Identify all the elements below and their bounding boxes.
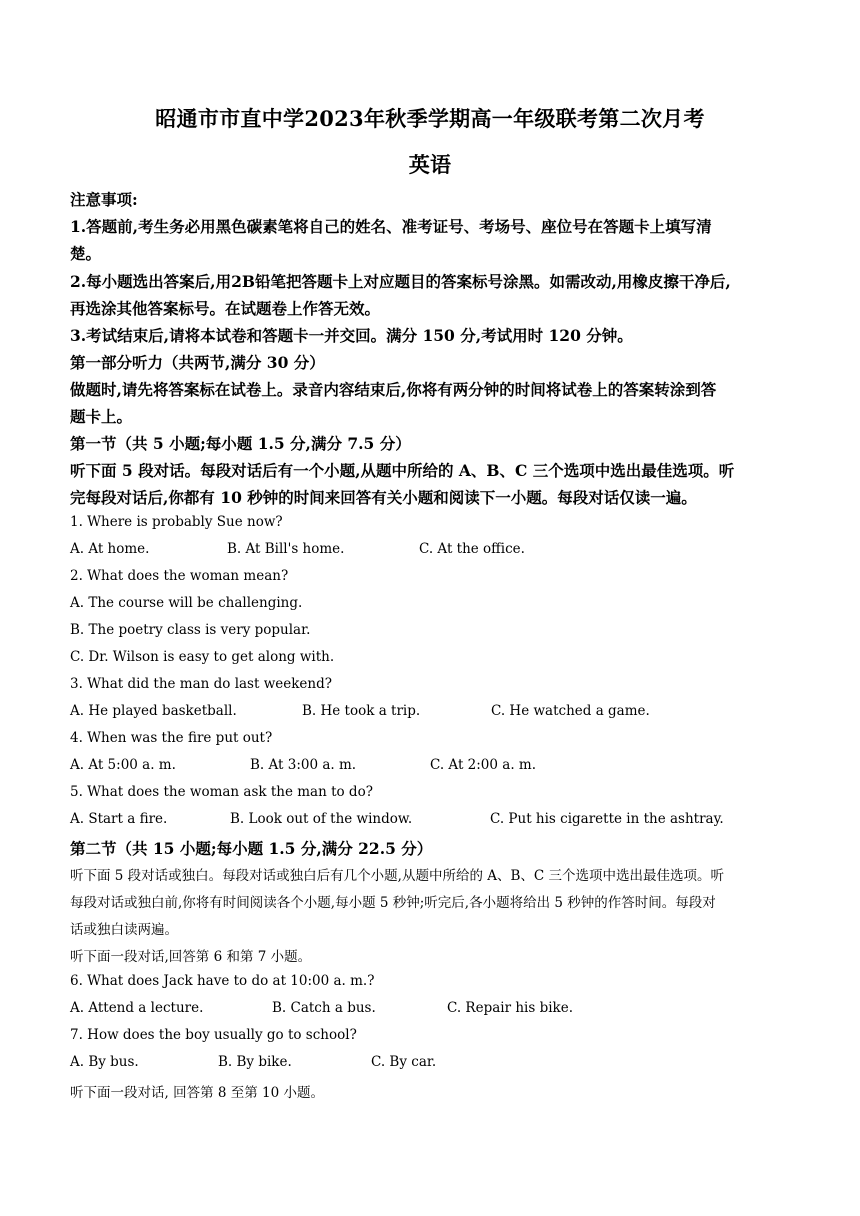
notice-item-1-cont: 楚。 [70, 244, 102, 263]
notice-item-2-cont: 再选涂其他答案标号。在试题卷上作答无效。 [70, 299, 381, 318]
section2-instructions-cont2: 话或独白读两遍。 [70, 922, 178, 938]
question-7: 7. How does the boy usually go to school? [70, 1027, 357, 1043]
q1-option-b: B. At Bill's home. [227, 541, 345, 557]
q2-option-b: B. The poetry class is very popular. [70, 622, 311, 638]
notice-item-2: 2.每小题选出答案后,用2B铅笔把答题卡上对应题目的答案标号涂黑。如需改动,用橡皮擦干净后, [70, 272, 731, 291]
q5-option-c: C. Put his cigarette in the ashtray. [490, 811, 724, 827]
q6-option-c: C. Repair his bike. [447, 1000, 573, 1016]
q6-option-a: A. Attend a lecture. [70, 1000, 204, 1016]
q2-option-a: A. The course will be challenging. [70, 595, 303, 611]
q4-option-b: B. At 3:00 a. m. [250, 757, 357, 773]
exam-title: 昭通市市直中学2023年秋季学期高一年级联考第二次月考 [155, 106, 705, 131]
part1-heading: 第一部分听力（共两节,满分 30 分） [70, 353, 325, 372]
question-5: 5. What does the woman ask the man to do? [70, 784, 373, 800]
q5-option-b: B. Look out of the window. [230, 811, 413, 827]
section2-instructions: 听下面 5 段对话或独白。每段对话或独白后有几个小题,从题中所给的 A、B、C 三个选项中选出最佳选项。听 [70, 868, 725, 884]
section1-heading: 第一节（共 5 小题;每小题 1.5 分,满分 7.5 分） [70, 434, 411, 453]
q3-option-c: C. He watched a game. [491, 703, 650, 719]
q7-option-b: B. By bike. [218, 1054, 292, 1070]
q4-option-c: C. At 2:00 a. m. [430, 757, 536, 773]
section2-instructions-cont: 每段对话或独白前,你将有时间阅读各个小题,每小题 5 秒钟;听完后,各小题将给出 5 秒钟的作答时间。每段对 [70, 895, 716, 911]
dialog-2-instruction: 听下面一段对话, 回答第 8 至第 10 小题。 [70, 1085, 325, 1101]
question-1: 1. Where is probably Sue now? [70, 514, 283, 530]
exam-subject: 英语 [408, 152, 452, 177]
q2-option-c: C. Dr. Wilson is easy to get along with. [70, 649, 335, 665]
q1-option-a: A. At home. [70, 541, 150, 557]
question-4: 4. When was the fire put out? [70, 730, 273, 746]
q3-option-b: B. He took a trip. [302, 703, 421, 719]
q4-option-a: A. At 5:00 a. m. [70, 757, 176, 773]
q5-option-a: A. Start a fire. [70, 811, 168, 827]
notice-item-3: 3.考试结束后,请将本试卷和答题卡一并交回。满分 150 分,考试用时 120 分钟。 [70, 326, 633, 345]
q7-option-a: A. By bus. [70, 1054, 139, 1070]
section1-instructions-cont: 完每段对话后,你都有 10 秒钟的时间来回答有关小题和阅读下一小题。每段对话仅读一遍。 [70, 488, 697, 507]
q3-option-a: A. He played basketball. [70, 703, 237, 719]
q6-option-b: B. Catch a bus. [272, 1000, 376, 1016]
question-3: 3. What did the man do last weekend? [70, 676, 332, 692]
q7-option-c: C. By car. [371, 1054, 437, 1070]
part1-instructions-cont: 题卡上。 [70, 407, 133, 426]
dialog-1-instruction: 听下面一段对话,回答第 6 和第 7 小题。 [70, 949, 312, 965]
question-6: 6. What does Jack have to do at 10:00 a. m.? [70, 973, 375, 989]
notice-item-1: 1.答题前,考生务必用黑色碳素笔将自己的姓名、准考证号、考场号、座位号在答题卡上填写清 [70, 217, 712, 236]
section2-heading: 第二节（共 15 小题;每小题 1.5 分,满分 22.5 分） [70, 839, 433, 858]
section1-instructions: 听下面 5 段对话。每段对话后有一个小题,从题中所给的 A、B、C 三个选项中选出最佳选项。听 [70, 461, 735, 480]
part1-instructions: 做题时,请先将答案标在试卷上。录音内容结束后,你将有两分钟的时间将试卷上的答案转涂到答 [70, 380, 717, 399]
question-2: 2. What does the woman mean? [70, 568, 289, 584]
notice-heading: 注意事项: [70, 190, 138, 209]
q1-option-c: C. At the office. [419, 541, 525, 557]
